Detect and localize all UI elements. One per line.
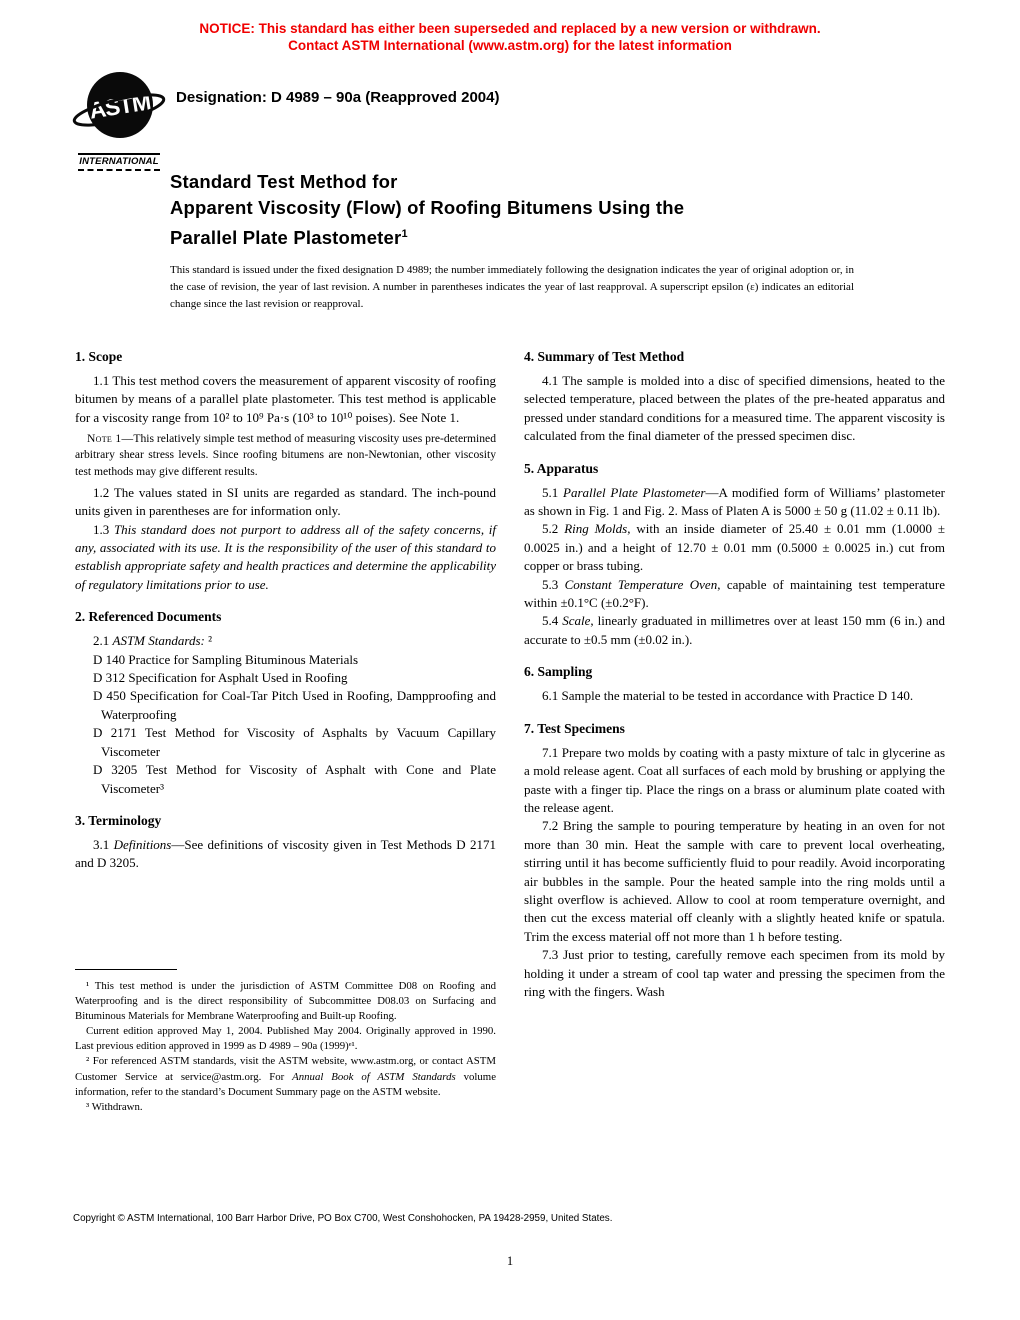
para-text-italic: Definitions bbox=[113, 836, 172, 852]
para-number: 5.2 bbox=[542, 521, 565, 537]
footnote-3: ³ Withdrawn. bbox=[86, 1100, 143, 1113]
para-text-italic: Constant Temperature Oven bbox=[564, 576, 718, 592]
footnotes bbox=[75, 969, 496, 1115]
para-7-2 bbox=[524, 817, 945, 946]
para-5-4 bbox=[524, 612, 945, 649]
note-label: Note 1— bbox=[87, 432, 134, 446]
para-text-italic: ASTM Standards: bbox=[112, 633, 205, 649]
para-text: Just prior to testing, carefully remove each specimen from its mold by holding it under a stream of cool tap water and pressing the specimen from the ring with the fingers. Wash bbox=[524, 947, 945, 999]
section-heading-sampling: 6. Sampling bbox=[524, 664, 593, 680]
para-3-1 bbox=[75, 836, 496, 873]
section-heading-referenced-documents: 2. Referenced Documents bbox=[75, 609, 222, 625]
section-heading-terminology: 3. Terminology bbox=[75, 812, 162, 828]
reference-item: D 140 Practice for Sampling Bituminous Materials bbox=[93, 651, 359, 667]
para-number: 7.3 bbox=[542, 947, 564, 963]
para-number: 7.1 bbox=[542, 744, 562, 760]
para-text: , capable of maintaining test temperature within ±0.1°C (±0.2°F). bbox=[524, 576, 945, 611]
para-1-2 bbox=[75, 484, 496, 521]
para-text-italic: Ring Molds bbox=[564, 521, 628, 537]
para-text: —See definitions of viscosity given in Test Methods D 2171 and D 3205. bbox=[75, 836, 496, 871]
para-6-1 bbox=[524, 687, 945, 705]
footnote-1: ¹ This test method is under the jurisdiction of ASTM Committee D08 on Roofing and Waterproofing and is the direct responsibility of Subcommittee D08.03 on Surfacing and Bituminous Materials for Membrane Waterproofing and Built-up Roofing. bbox=[75, 980, 496, 1023]
title-line-1: Standard Test Method for bbox=[170, 171, 398, 192]
para-text: The sample is molded into a disc of specified dimensions, heated to the selected temperature, placed between the plates of the pre-heated apparatus and pressed under standard conditions for a measured time. The apparent viscosity is calculated from the final diameter of the pressed specimen disc. bbox=[524, 373, 945, 444]
page-number: 1 bbox=[506, 1254, 514, 1268]
footnote-2-rest: volume information, refer to the standard’s Document Summary page on the ASTM website. bbox=[75, 1070, 497, 1098]
document-title bbox=[170, 169, 684, 251]
para-number: 5.1 bbox=[542, 484, 564, 500]
astm-logo-text: ASTM bbox=[87, 88, 152, 124]
footnote-2-italic: Annual Book of ASTM Standards bbox=[292, 1070, 456, 1083]
left-column bbox=[75, 346, 496, 873]
para-number: 2.1 bbox=[93, 633, 113, 649]
designation: Designation: D 4989 – 90a (Reapproved 2004) bbox=[176, 89, 500, 106]
para-text: Sample the material to be tested in accordance with Practice D 140. bbox=[561, 688, 914, 704]
copyright-line: Copyright © ASTM International, 100 Barr Harbor Drive, PO Box C700, West Conshohocken, PA 19428-2959, United States. bbox=[73, 1213, 613, 1224]
para-5-3 bbox=[524, 576, 945, 613]
reference-item: D 312 Specification for Asphalt Used in Roofing bbox=[93, 670, 348, 686]
footnote-1-edition: Current edition approved May 1, 2004. Published May 2004. Originally approved in 1990. Last previous edition approved in 1999 as D 4989 – 90a (1999)ᵉ¹. bbox=[75, 1025, 496, 1053]
reference-item: D 2171 Test Method for Viscosity of Asphalts by Vacuum Capillary Viscometer bbox=[93, 725, 496, 759]
para-text-italic: Parallel Plate Plastometer bbox=[563, 484, 706, 500]
reference-item: D 3205 Test Method for Viscosity of Asphalt with Cone and Plate Viscometer³ bbox=[93, 762, 496, 796]
title-footnote-marker: 1 bbox=[401, 228, 408, 240]
title-line-3-text: Parallel Plate Plastometer bbox=[170, 227, 402, 249]
supersession-notice bbox=[0, 21, 1020, 54]
para-text: , with an inside diameter of 25.40 ± 0.01 mm (1.0000 ± 0.0025 in.) and a height of 12.70 ± 0.01 mm (0.5000 ± 0.0025 in.) cut from copper or brass tubing. bbox=[524, 521, 946, 574]
note-1 bbox=[75, 431, 496, 480]
reference-item: D 450 Specification for Coal-Tar Pitch Used in Roofing, Dampproofing and Waterproofing bbox=[93, 688, 496, 722]
astm-logo-icon bbox=[72, 68, 166, 146]
para-2-1 bbox=[75, 632, 496, 650]
para-text: The values stated in SI units are regarded as standard. The inch-pound units given in parentheses are for information only. bbox=[75, 484, 497, 519]
para-number: 1.3 bbox=[93, 521, 114, 537]
para-number: 3.1 bbox=[93, 836, 114, 852]
note-text: This relatively simple test method of measuring viscosity uses pre-determined arbitrary shear stress levels. Since roofing bitumens are non-Newtonian, other viscosity test methods may give different results. bbox=[75, 432, 496, 478]
section-heading-scope: 1. Scope bbox=[75, 349, 123, 364]
para-text-italic: Scale bbox=[562, 613, 591, 629]
para-5-1 bbox=[524, 484, 945, 521]
para-number: 7.2 bbox=[542, 818, 563, 834]
footnote-2-text: ² For referenced ASTM standards, visit the ASTM website, www.astm.org, or contact ASTM Customer Service at service@astm.org. For bbox=[75, 1055, 496, 1083]
para-text-italic: This standard does not purport to address all of the safety concerns, if any, associated with its use. It is the responsibility of the user of this standard to establish appropriate safety and health practices and determine the applicability of regulatory limitations prior to use. bbox=[75, 521, 496, 592]
para-number: 6.1 bbox=[542, 688, 562, 704]
para-text: , linearly graduated in millimetres over at least 150 mm (6 in.) and accurate to ±0.5 mm (±0.02 in.). bbox=[524, 613, 945, 647]
para-number: 1.1 bbox=[93, 373, 113, 388]
footnote-marker: ² bbox=[204, 633, 212, 649]
para-7-1 bbox=[524, 744, 945, 818]
para-text: This test method covers the measurement of apparent viscosity of roofing bitumen by means of a parallel plate plastometer. This test method is applicable for a viscosity range from 10² to 10⁹ Pa·s (10³ to 10¹⁰ poises). See Note 1. bbox=[75, 373, 497, 425]
section-heading-apparatus: 5. Apparatus bbox=[524, 460, 599, 476]
para-number: 5.4 bbox=[542, 613, 563, 629]
para-4-1 bbox=[524, 372, 945, 446]
notice-line-1: NOTICE: This standard has either been superseded and replaced by a new version or withdrawn. bbox=[199, 21, 821, 36]
right-column bbox=[524, 346, 945, 1001]
astm-logo-international: INTERNATIONAL bbox=[78, 153, 159, 171]
para-number: 1.2 bbox=[93, 484, 114, 500]
para-1-3 bbox=[75, 521, 496, 595]
footnote-separator bbox=[75, 969, 177, 970]
para-text: —A modified form of Williams’ plastometer as shown in Fig. 1 and Fig. 2. Mass of Platen A is 5000 ± 50 g (11.02 ± 0.11 lb). bbox=[524, 484, 945, 519]
para-5-2 bbox=[524, 520, 945, 575]
para-text: Prepare two molds by coating with a pasty mixture of talc in glycerine as a mold release agent. Coat all surfaces of each mold by brushing or applying the paste with a finger tip. Place the rings on a brass or aluminum plate coated with the release agent. bbox=[524, 744, 946, 815]
title-line-2: Apparent Viscosity (Flow) of Roofing Bitumens Using the bbox=[170, 197, 685, 218]
astm-logo bbox=[72, 68, 166, 171]
title-line-3 bbox=[170, 221, 684, 251]
para-7-3 bbox=[524, 946, 945, 1001]
section-heading-summary: 4. Summary of Test Method bbox=[524, 349, 685, 364]
section-heading-test-specimens: 7. Test Specimens bbox=[524, 720, 625, 736]
footnote-2 bbox=[75, 1054, 496, 1099]
standard-issue-note: This standard is issued under the fixed designation D 4989; the number immediately following the designation indicates the year of original adoption or, in the case of revision, the year of last revision. A number in parentheses indicates the year of last reapproval. A superscript epsilon (ε) indicates an editorial change since the last revision or reapproval. bbox=[170, 264, 854, 311]
para-number: 4.1 bbox=[542, 373, 563, 388]
notice-line-2: Contact ASTM International (www.astm.org) for the latest information bbox=[288, 37, 732, 53]
para-1-1 bbox=[75, 372, 496, 427]
para-number: 5.3 bbox=[542, 576, 565, 592]
para-text: Bring the sample to pouring temperature by heating in an oven for not more than 30 min. Heat the sample with care to prevent local overheating, stirring until it has become sufficiently fluid to pour readily. Avoid incorporating air bubbles in the sample. Pour the heated sample into the ring molds until a slight overflow is achieved. Allow to cool at room temperature overnight, and then cut the excess material off cleanly with a slightly heated knife or spatula. Trim the excess material off not more than 1 h before testing. bbox=[524, 818, 945, 944]
